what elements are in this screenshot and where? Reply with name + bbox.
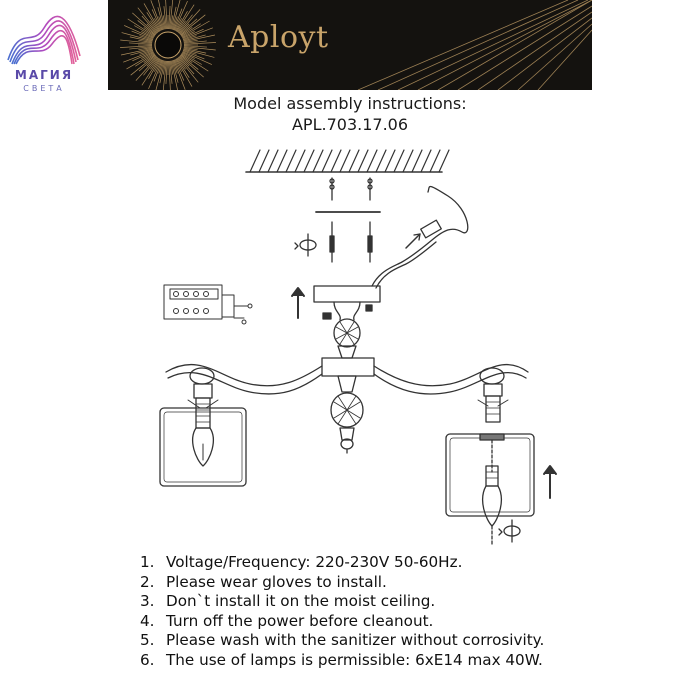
chandelier-body	[166, 286, 528, 453]
rotate-icon	[295, 234, 316, 256]
terminal-block-icon	[164, 285, 252, 324]
instructions-title: Model assembly instructions:	[233, 94, 467, 113]
note-number: 6.	[140, 650, 155, 669]
note-text: Please wash with the sanitizer without corrosivity.	[166, 631, 545, 650]
note-item	[140, 612, 544, 632]
note-text: Please wear gloves to install.	[166, 572, 387, 591]
brand-name: Aployt	[228, 20, 329, 55]
rotate-icon	[499, 520, 520, 542]
note-number: 5.	[140, 631, 155, 650]
model-number: APL.703.17.06	[291, 115, 409, 134]
safety-notes-list	[140, 553, 544, 671]
ceiling-screws-icon	[316, 178, 380, 262]
assembly-drawing	[0, 140, 700, 560]
note-text: Turn off the power before cleanout.	[166, 611, 434, 630]
logo-word: МАГИЯ	[14, 68, 74, 82]
ceiling-hatch-icon	[246, 150, 449, 172]
note-number: 3.	[140, 592, 155, 611]
note-item	[140, 553, 544, 573]
note-text: The use of lamps is permissible: 6xE14 max 40W.	[166, 650, 543, 669]
note-number: 1.	[140, 553, 155, 571]
brand-banner	[108, 0, 592, 90]
right-lamp-shade	[446, 368, 534, 546]
note-item	[140, 651, 544, 671]
note-number: 4.	[140, 611, 155, 630]
magiya-sveta-logo	[4, 4, 84, 96]
note-text: Don`t install it on the moist ceiling.	[166, 592, 436, 611]
logo-subword: СВЕТА	[23, 84, 65, 93]
note-text: Voltage/Frequency: 220-230V 50-60Hz.	[166, 553, 463, 571]
wire-connector-icon	[372, 187, 468, 289]
note-number: 2.	[140, 572, 155, 591]
wave-logo-icon	[4, 4, 84, 68]
note-item	[140, 631, 544, 651]
sunburst-icon	[108, 0, 592, 90]
note-item	[140, 573, 544, 593]
left-lamp-shade	[160, 368, 246, 486]
note-item	[140, 592, 544, 612]
